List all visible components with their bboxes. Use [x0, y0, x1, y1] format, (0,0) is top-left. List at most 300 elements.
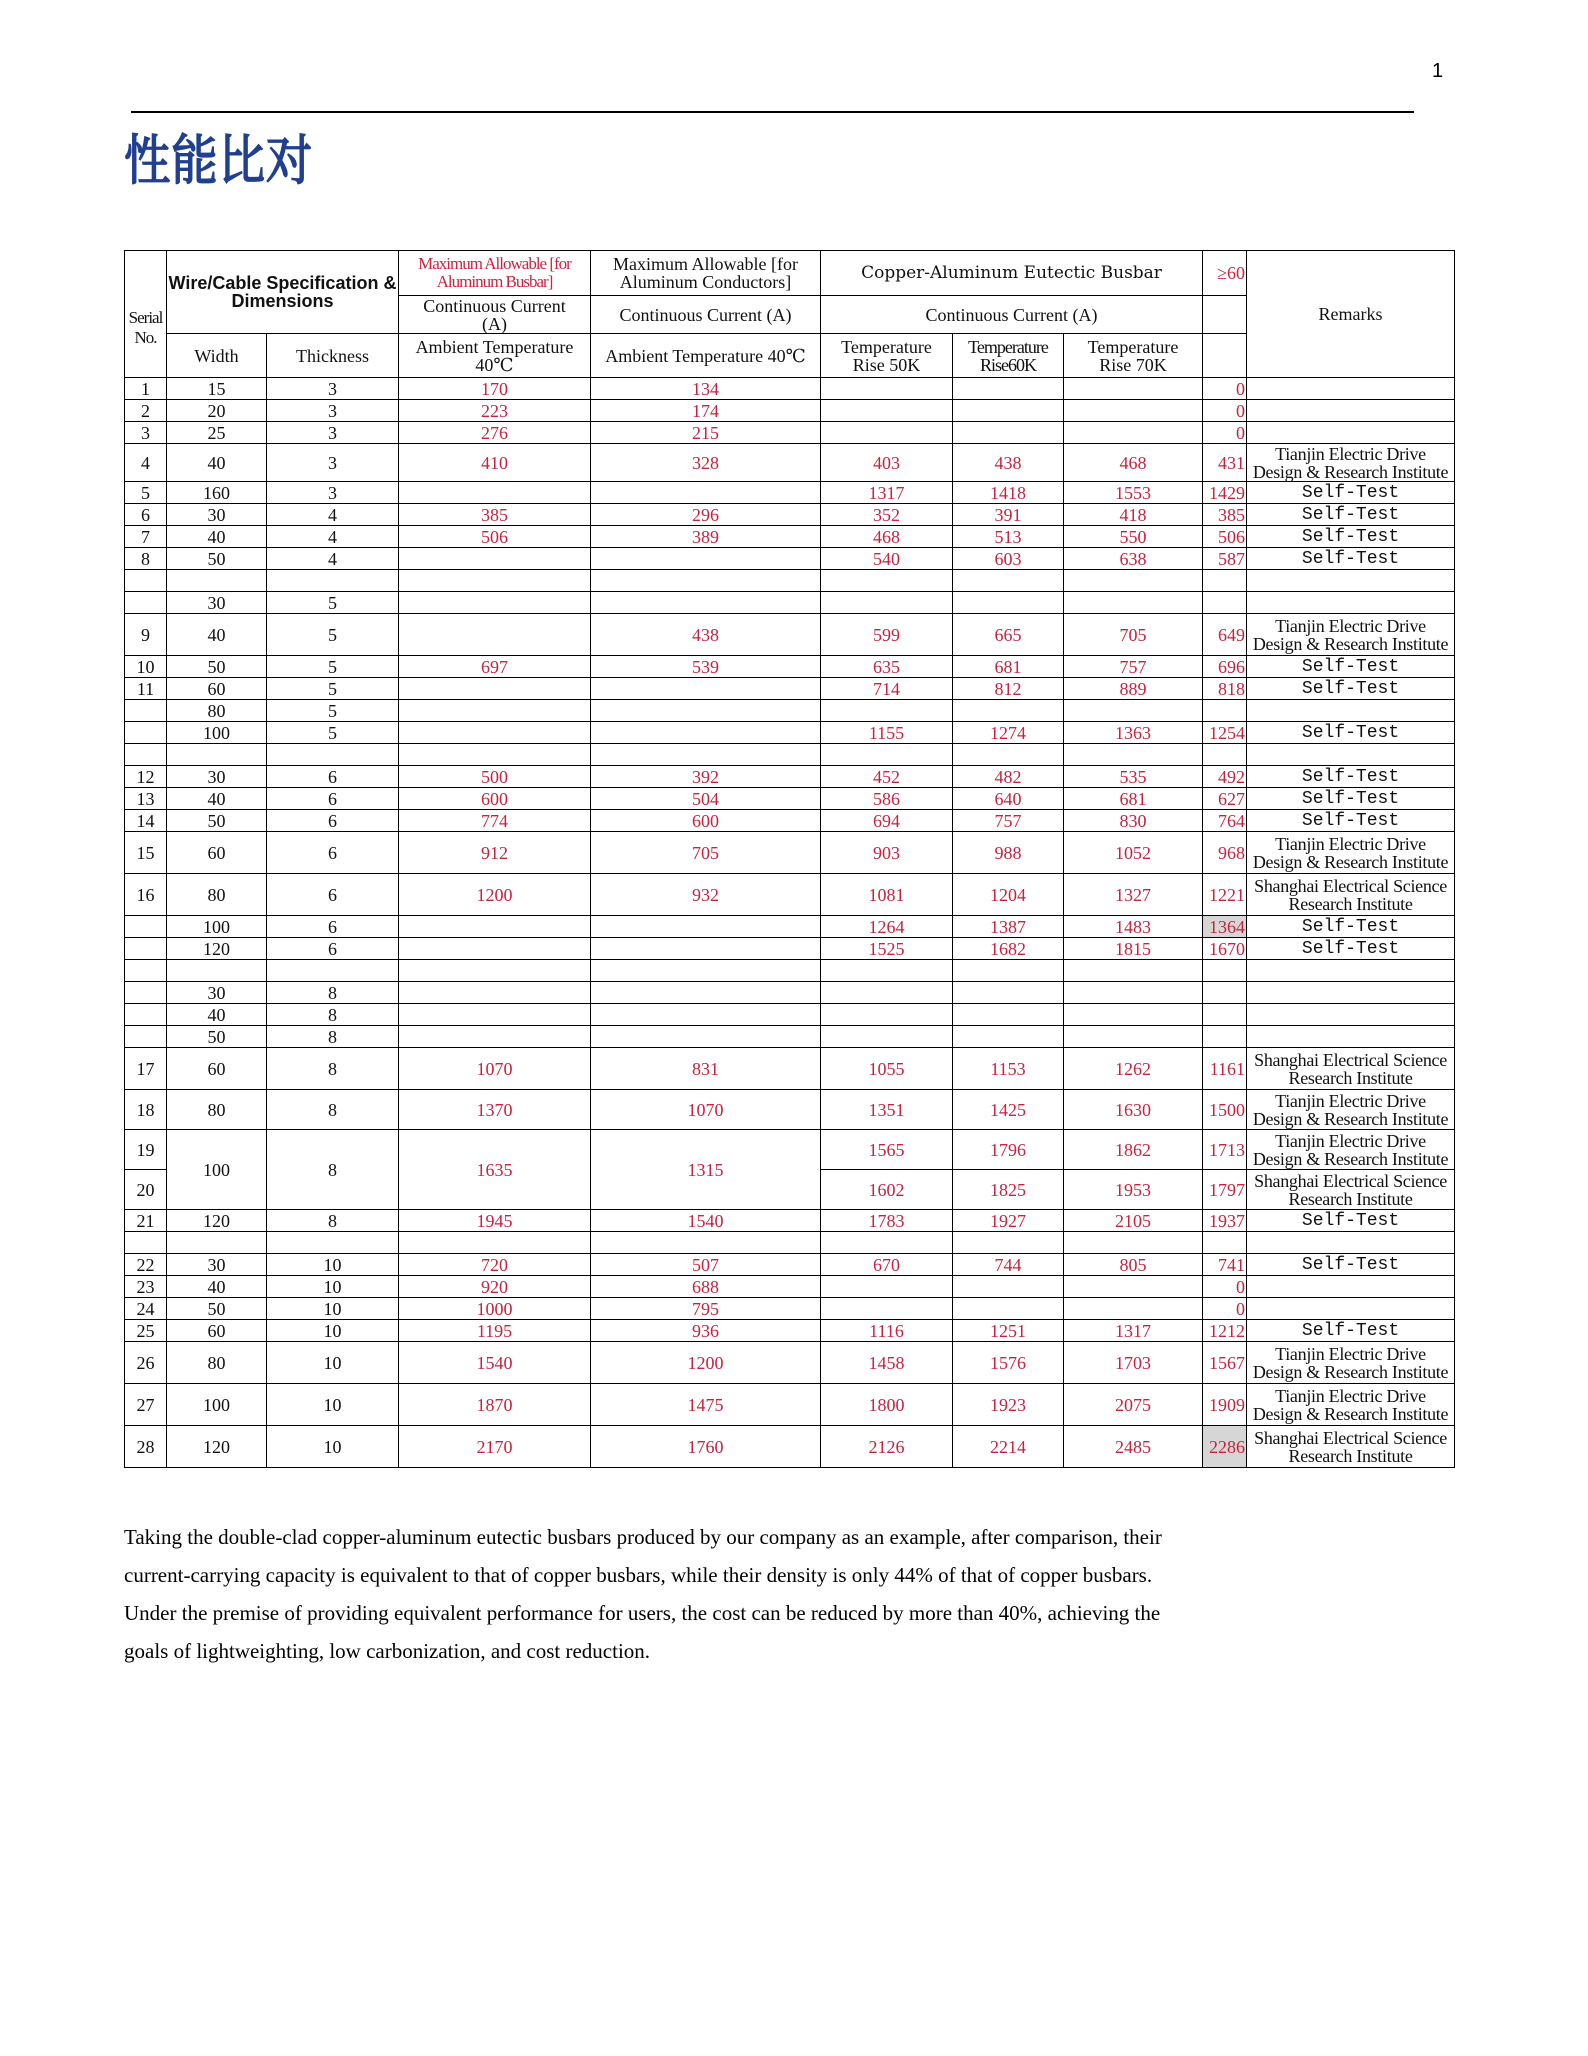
serial-cell: [125, 1004, 167, 1026]
thickness-cell: 10: [267, 1384, 399, 1426]
remark-cell: [1247, 744, 1455, 766]
rise-50k-cell: [821, 1004, 953, 1026]
thickness-cell: 8: [267, 982, 399, 1004]
table-row: [125, 548, 1455, 570]
al-conductor-current-cell: [591, 960, 821, 982]
serial-cell: 7: [125, 526, 167, 548]
rise-60k-cell: 1204: [953, 874, 1064, 916]
thickness-cell: 6: [267, 766, 399, 788]
thickness-cell: [267, 1232, 399, 1254]
table-row: [125, 744, 1455, 766]
width-cell: 40: [167, 614, 267, 656]
rise-50k-cell: 694: [821, 810, 953, 832]
remark-cell: Self-Test: [1247, 1320, 1455, 1342]
width-cell: 80: [167, 700, 267, 722]
table-row: [125, 832, 1455, 874]
remark-cell: [1247, 444, 1455, 482]
ge60-cell: [1203, 700, 1247, 722]
rise-70k-cell: 1327: [1064, 874, 1203, 916]
rise-70k-cell: 1862: [1064, 1130, 1203, 1170]
width-cell: 50: [167, 656, 267, 678]
width-cell: 30: [167, 504, 267, 526]
rise-50k-cell: 1800: [821, 1384, 953, 1426]
width-cell: 100: [167, 916, 267, 938]
rise-70k-cell: 1483: [1064, 916, 1203, 938]
rise-60k-cell: 757: [953, 810, 1064, 832]
remark-cell: [1247, 1232, 1455, 1254]
thickness-cell: 5: [267, 656, 399, 678]
width-cell: 100: [167, 1130, 267, 1210]
ge60-cell: [1203, 592, 1247, 614]
al-conductor-current-cell: 795: [591, 1298, 821, 1320]
remark-line: Research Institute: [1288, 893, 1413, 914]
remark-cell: [1247, 1298, 1455, 1320]
rise-50k-cell: 1602: [821, 1170, 953, 1210]
rise-50k-cell: 586: [821, 788, 953, 810]
remark-line: Tianjin Electric Drive: [1275, 1130, 1426, 1151]
serial-cell: 9: [125, 614, 167, 656]
thickness-cell: 3: [267, 400, 399, 422]
rise-70k-cell: 1553: [1064, 482, 1203, 504]
table-row: [125, 1254, 1455, 1276]
remark-cell: Self-Test: [1247, 656, 1455, 678]
al-busbar-current-cell: 697: [399, 656, 591, 678]
width-cell: 80: [167, 1342, 267, 1384]
remark-cell: [1247, 378, 1455, 400]
al-busbar-current-cell: 1370: [399, 1090, 591, 1130]
rise-70k-cell: 2105: [1064, 1210, 1203, 1232]
table-row: [125, 592, 1455, 614]
rise-60k-cell: 1682: [953, 938, 1064, 960]
rise-70k-cell: [1064, 1004, 1203, 1026]
al-conductor-current-cell: 688: [591, 1276, 821, 1298]
remark-cell: Self-Test: [1247, 548, 1455, 570]
al-conductor-current-cell: [591, 700, 821, 722]
serial-cell: 13: [125, 788, 167, 810]
table-row: [125, 938, 1455, 960]
width-cell: 100: [167, 1384, 267, 1426]
serial-cell: [125, 1026, 167, 1048]
rise-50k-cell: 599: [821, 614, 953, 656]
al-conductor-current-cell: [591, 938, 821, 960]
remark-line: Research Institute: [1288, 1188, 1413, 1209]
header-al-busbar-current: Continuous Current (A): [399, 296, 591, 334]
serial-cell: 22: [125, 1254, 167, 1276]
thickness-cell: [267, 960, 399, 982]
thickness-cell: 8: [267, 1048, 399, 1090]
serial-cell: 21: [125, 1210, 167, 1232]
ge60-cell: 649: [1203, 614, 1247, 656]
header-rise-60k: Temperature Rise60K: [953, 334, 1064, 378]
thickness-cell: 10: [267, 1298, 399, 1320]
header-al-conductor-title: Maximum Allowable [for Aluminum Conductors]: [591, 251, 821, 296]
al-conductor-current-cell: 932: [591, 874, 821, 916]
table-row: [125, 788, 1455, 810]
width-cell: 50: [167, 810, 267, 832]
rise-60k-cell: [953, 982, 1064, 1004]
serial-cell: 8: [125, 548, 167, 570]
rise-60k-cell: 603: [953, 548, 1064, 570]
thickness-cell: 4: [267, 504, 399, 526]
ge60-cell: [1203, 1026, 1247, 1048]
serial-cell: 6: [125, 504, 167, 526]
thickness-cell: 5: [267, 700, 399, 722]
rise-50k-cell: 403: [821, 444, 953, 482]
al-conductor-current-cell: 1070: [591, 1090, 821, 1130]
al-conductor-current-cell: 1315: [591, 1130, 821, 1210]
rise-70k-cell: 681: [1064, 788, 1203, 810]
al-conductor-current-cell: 389: [591, 526, 821, 548]
thickness-cell: 6: [267, 938, 399, 960]
width-cell: [167, 1232, 267, 1254]
serial-cell: 4: [125, 444, 167, 482]
serial-cell: [125, 700, 167, 722]
table-row: [125, 1298, 1455, 1320]
thickness-cell: 4: [267, 548, 399, 570]
al-busbar-current-cell: [399, 548, 591, 570]
remark-cell: Self-Test: [1247, 504, 1455, 526]
rise-60k-cell: 1387: [953, 916, 1064, 938]
rise-50k-cell: 1525: [821, 938, 953, 960]
remark-cell: [1247, 570, 1455, 592]
paragraph-line: goals of lightweighting, low carbonization, and cost reduction.: [124, 1639, 651, 1663]
table-row: [125, 722, 1455, 744]
ge60-cell: 2286: [1203, 1426, 1247, 1468]
serial-cell: [125, 592, 167, 614]
thickness-cell: 3: [267, 378, 399, 400]
remark-line: Tianjin Electric Drive: [1275, 833, 1426, 854]
header-ge60-blank-2: [1203, 334, 1247, 378]
rise-60k-cell: 1418: [953, 482, 1064, 504]
al-busbar-current-cell: [399, 960, 591, 982]
ge60-cell: 587: [1203, 548, 1247, 570]
rise-70k-cell: [1064, 1026, 1203, 1048]
rise-50k-cell: 2126: [821, 1426, 953, 1468]
remark-cell: [1247, 832, 1455, 874]
serial-cell: 20: [125, 1170, 167, 1210]
rise-70k-cell: 705: [1064, 614, 1203, 656]
ge60-cell: 1212: [1203, 1320, 1247, 1342]
al-conductor-current-cell: [591, 744, 821, 766]
rise-50k-cell: 452: [821, 766, 953, 788]
rise-50k-cell: [821, 592, 953, 614]
rise-60k-cell: 1274: [953, 722, 1064, 744]
serial-cell: [125, 744, 167, 766]
table-row: [125, 400, 1455, 422]
al-busbar-current-cell: [399, 1004, 591, 1026]
al-busbar-current-cell: 1870: [399, 1384, 591, 1426]
serial-cell: 15: [125, 832, 167, 874]
ge60-cell: 1500: [1203, 1090, 1247, 1130]
rise-50k-cell: 1116: [821, 1320, 953, 1342]
al-busbar-current-cell: 912: [399, 832, 591, 874]
ge60-cell: 0: [1203, 1276, 1247, 1298]
width-cell: 20: [167, 400, 267, 422]
table-row: [125, 656, 1455, 678]
rise-60k-cell: [953, 1276, 1064, 1298]
table-row: [125, 1210, 1455, 1232]
remark-cell: Self-Test: [1247, 1254, 1455, 1276]
rise-50k-cell: 1783: [821, 1210, 953, 1232]
al-conductor-current-cell: 600: [591, 810, 821, 832]
remark-cell: Self-Test: [1247, 766, 1455, 788]
rise-70k-cell: [1064, 1298, 1203, 1320]
remark-cell: [1247, 1130, 1455, 1170]
serial-cell: [125, 1232, 167, 1254]
table-row: [125, 1090, 1455, 1130]
remark-line: Shanghai Electrical Science: [1254, 1049, 1447, 1070]
thickness-cell: 10: [267, 1276, 399, 1298]
rise-60k-cell: 1927: [953, 1210, 1064, 1232]
serial-cell: 26: [125, 1342, 167, 1384]
al-conductor-current-cell: 174: [591, 400, 821, 422]
rise-70k-cell: 1703: [1064, 1342, 1203, 1384]
remark-cell: Self-Test: [1247, 526, 1455, 548]
rise-50k-cell: 1458: [821, 1342, 953, 1384]
al-busbar-current-cell: 1070: [399, 1048, 591, 1090]
width-cell: 100: [167, 722, 267, 744]
al-conductor-current-cell: [591, 722, 821, 744]
table-body: [125, 378, 1455, 1468]
ge60-cell: 0: [1203, 400, 1247, 422]
header-al-busbar-title: Maximum Allowable [for Aluminum Busbar]: [399, 251, 591, 296]
al-conductor-current-cell: 1760: [591, 1426, 821, 1468]
rise-50k-cell: 1351: [821, 1090, 953, 1130]
al-busbar-current-cell: 223: [399, 400, 591, 422]
rise-60k-cell: [953, 1026, 1064, 1048]
serial-cell: 28: [125, 1426, 167, 1468]
rise-50k-cell: [821, 960, 953, 982]
al-busbar-current-cell: [399, 678, 591, 700]
rise-50k-cell: 714: [821, 678, 953, 700]
rise-60k-cell: 1923: [953, 1384, 1064, 1426]
header-rise-50k: Temperature Rise 50K: [821, 334, 953, 378]
rise-60k-cell: [953, 1298, 1064, 1320]
rise-60k-cell: [953, 700, 1064, 722]
width-cell: 50: [167, 548, 267, 570]
al-conductor-current-cell: 438: [591, 614, 821, 656]
serial-cell: 2: [125, 400, 167, 422]
ge60-cell: 1713: [1203, 1130, 1247, 1170]
paragraph-line: current-carrying capacity is equivalent to that of copper busbars, while their density is only 44% of that of copper busbars.: [124, 1563, 1153, 1587]
ge60-cell: 627: [1203, 788, 1247, 810]
ge60-cell: 818: [1203, 678, 1247, 700]
rise-60k-cell: 2214: [953, 1426, 1064, 1468]
width-cell: 50: [167, 1298, 267, 1320]
ge60-cell: 1254: [1203, 722, 1247, 744]
table-row: [125, 1026, 1455, 1048]
remark-line: Design & Research Institute: [1252, 1403, 1449, 1424]
rise-70k-cell: 418: [1064, 504, 1203, 526]
serial-cell: 1: [125, 378, 167, 400]
table-row: [125, 444, 1455, 482]
remark-cell: [1247, 1170, 1455, 1210]
ge60-cell: 506: [1203, 526, 1247, 548]
rise-70k-cell: [1064, 378, 1203, 400]
ge60-cell: 1909: [1203, 1384, 1247, 1426]
header-rule: [131, 111, 1414, 113]
rise-50k-cell: 1081: [821, 874, 953, 916]
rise-70k-cell: 1317: [1064, 1320, 1203, 1342]
rise-50k-cell: 1155: [821, 722, 953, 744]
table-row: [125, 678, 1455, 700]
al-busbar-current-cell: 1945: [399, 1210, 591, 1232]
remark-cell: [1247, 982, 1455, 1004]
al-conductor-current-cell: 936: [591, 1320, 821, 1342]
al-conductor-current-cell: [591, 916, 821, 938]
serial-cell: 5: [125, 482, 167, 504]
al-busbar-current-cell: [399, 482, 591, 504]
al-busbar-current-cell: 1540: [399, 1342, 591, 1384]
remark-cell: Self-Test: [1247, 722, 1455, 744]
header-spec-group: Wire/Cable Specification & Dimensions: [167, 251, 399, 334]
header-serial-no: Serial No.: [125, 251, 167, 378]
width-cell: 30: [167, 766, 267, 788]
remark-cell: [1247, 1048, 1455, 1090]
al-busbar-current-cell: 1195: [399, 1320, 591, 1342]
al-conductor-current-cell: [591, 678, 821, 700]
rise-60k-cell: [953, 1232, 1064, 1254]
thickness-cell: 8: [267, 1090, 399, 1130]
rise-60k-cell: 1425: [953, 1090, 1064, 1130]
remark-cell: [1247, 592, 1455, 614]
al-conductor-current-cell: 1475: [591, 1384, 821, 1426]
al-busbar-current-cell: 500: [399, 766, 591, 788]
serial-cell: 27: [125, 1384, 167, 1426]
serial-cell: 10: [125, 656, 167, 678]
table-row: [125, 1130, 1455, 1170]
al-conductor-current-cell: 705: [591, 832, 821, 874]
rise-60k-cell: 812: [953, 678, 1064, 700]
thickness-cell: 8: [267, 1210, 399, 1232]
remark-line: Research Institute: [1288, 1445, 1413, 1466]
width-cell: 40: [167, 788, 267, 810]
serial-cell: [125, 722, 167, 744]
al-busbar-current-cell: [399, 700, 591, 722]
al-busbar-current-cell: 720: [399, 1254, 591, 1276]
rise-60k-cell: 513: [953, 526, 1064, 548]
ge60-cell: 0: [1203, 378, 1247, 400]
width-cell: 80: [167, 874, 267, 916]
remark-line: Tianjin Electric Drive: [1275, 1090, 1426, 1111]
table-row: [125, 570, 1455, 592]
rise-50k-cell: [821, 570, 953, 592]
table-row: [125, 1426, 1455, 1468]
remark-line: Design & Research Institute: [1252, 1148, 1449, 1169]
serial-cell: 12: [125, 766, 167, 788]
remark-line: Design & Research Institute: [1252, 1361, 1449, 1382]
thickness-cell: 10: [267, 1342, 399, 1384]
rise-60k-cell: [953, 592, 1064, 614]
ge60-cell: 1429: [1203, 482, 1247, 504]
rise-70k-cell: 1630: [1064, 1090, 1203, 1130]
al-busbar-current-cell: 600: [399, 788, 591, 810]
rise-60k-cell: 744: [953, 1254, 1064, 1276]
ge60-cell: [1203, 570, 1247, 592]
header-thickness: Thickness: [267, 334, 399, 378]
rise-50k-cell: 468: [821, 526, 953, 548]
ge60-cell: 1797: [1203, 1170, 1247, 1210]
remark-cell: Self-Test: [1247, 810, 1455, 832]
rise-60k-cell: [953, 378, 1064, 400]
al-busbar-current-cell: 920: [399, 1276, 591, 1298]
al-busbar-current-cell: 1635: [399, 1130, 591, 1210]
serial-cell: 16: [125, 874, 167, 916]
table-row: [125, 526, 1455, 548]
table-row: [125, 1342, 1455, 1384]
serial-cell: 17: [125, 1048, 167, 1090]
rise-50k-cell: 540: [821, 548, 953, 570]
thickness-cell: 5: [267, 592, 399, 614]
rise-70k-cell: 1052: [1064, 832, 1203, 874]
remark-cell: [1247, 1384, 1455, 1426]
remark-line: Design & Research Institute: [1252, 633, 1449, 654]
rise-70k-cell: 757: [1064, 656, 1203, 678]
remark-cell: [1247, 422, 1455, 444]
rise-70k-cell: 1363: [1064, 722, 1203, 744]
thickness-cell: [267, 570, 399, 592]
ge60-cell: 431: [1203, 444, 1247, 482]
thickness-cell: 5: [267, 614, 399, 656]
rise-60k-cell: 1796: [953, 1130, 1064, 1170]
rise-50k-cell: [821, 422, 953, 444]
rise-70k-cell: 1815: [1064, 938, 1203, 960]
serial-cell: [125, 570, 167, 592]
thickness-cell: 6: [267, 916, 399, 938]
header-eutectic-current: Continuous Current (A): [821, 296, 1203, 334]
ge60-cell: [1203, 744, 1247, 766]
remark-cell: [1247, 1276, 1455, 1298]
rise-50k-cell: 1565: [821, 1130, 953, 1170]
ge60-cell: 1364: [1203, 916, 1247, 938]
width-cell: 50: [167, 1026, 267, 1048]
rise-60k-cell: 681: [953, 656, 1064, 678]
al-busbar-current-cell: [399, 592, 591, 614]
al-conductor-current-cell: [591, 592, 821, 614]
rise-60k-cell: 1576: [953, 1342, 1064, 1384]
rise-70k-cell: 889: [1064, 678, 1203, 700]
rise-60k-cell: 1251: [953, 1320, 1064, 1342]
remark-cell: [1247, 614, 1455, 656]
rise-50k-cell: 1264: [821, 916, 953, 938]
al-conductor-current-cell: 831: [591, 1048, 821, 1090]
remark-line: Shanghai Electrical Science: [1254, 875, 1447, 896]
remark-cell: Self-Test: [1247, 938, 1455, 960]
al-busbar-current-cell: 385: [399, 504, 591, 526]
serial-cell: 3: [125, 422, 167, 444]
performance-comparison-table: [124, 250, 1455, 1468]
width-cell: 15: [167, 378, 267, 400]
al-conductor-current-cell: 328: [591, 444, 821, 482]
rise-60k-cell: 1825: [953, 1170, 1064, 1210]
width-cell: 60: [167, 832, 267, 874]
ge60-cell: 1937: [1203, 1210, 1247, 1232]
remark-line: Design & Research Institute: [1252, 461, 1449, 482]
al-conductor-current-cell: 134: [591, 378, 821, 400]
summary-paragraph: [124, 1518, 1444, 1670]
rise-50k-cell: [821, 1026, 953, 1048]
table-row: [125, 1004, 1455, 1026]
header-ge60-blank: [1203, 296, 1247, 334]
rise-50k-cell: [821, 1232, 953, 1254]
serial-cell: 25: [125, 1320, 167, 1342]
thickness-cell: 10: [267, 1254, 399, 1276]
width-cell: 160: [167, 482, 267, 504]
rise-70k-cell: [1064, 400, 1203, 422]
width-cell: [167, 744, 267, 766]
paragraph-line: Taking the double-clad copper-aluminum eutectic busbars produced by our company as an example, after comparison, their: [124, 1525, 1162, 1549]
rise-70k-cell: 805: [1064, 1254, 1203, 1276]
